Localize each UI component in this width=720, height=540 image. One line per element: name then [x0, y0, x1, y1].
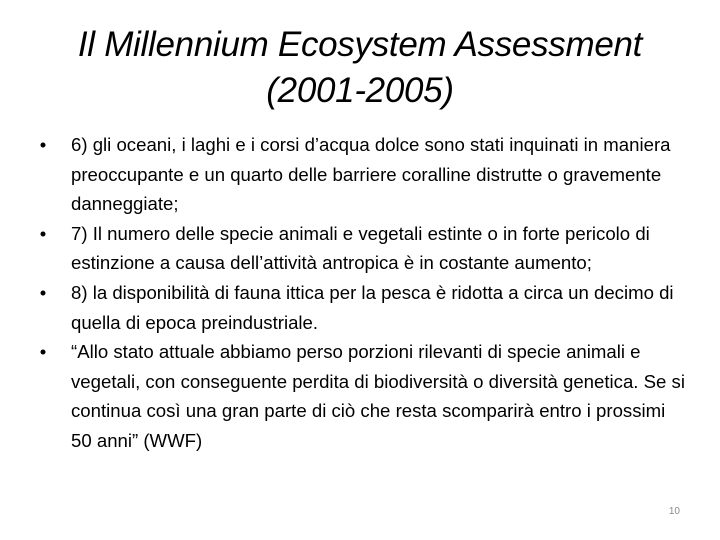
slide-title — [40, 22, 680, 114]
page-number: 10 — [668, 506, 680, 517]
title-line-2: (2001-2005) — [266, 71, 454, 110]
bullet-marker: • — [39, 341, 47, 363]
bullet-item-6 — [36, 130, 690, 219]
bullet-marker: • — [39, 134, 47, 155]
bullet-item-7 — [36, 219, 690, 278]
bullet-list — [36, 130, 690, 456]
title-line-1: Il Millennium Ecosystem Assessment — [77, 25, 643, 64]
bullet-item-wwf-quote — [36, 337, 690, 455]
bullet-marker: • — [39, 222, 47, 244]
bullet-text: 8) la disponibilità di fauna ittica per la pesca è ridotta a circa un decimo di quella di epoca preindustriale. — [71, 281, 674, 333]
bullet-text: “Allo stato attuale abbiamo perso porzioni rilevanti di specie animali e vegetali, con conseguente perdita di biodiversità o diversità genetica. Se si continua così una gran parte di ciò che resta scomparirà entro i prossimi 50 anni” (WWF) — [71, 341, 685, 451]
bullet-marker: • — [39, 281, 47, 303]
bullet-item-8 — [36, 278, 690, 337]
bullet-text: 7) Il numero delle specie animali e vegetali estinte o in forte pericolo di estinzione a causa dell’attività antropica è in costante aumento; — [71, 222, 650, 274]
bullet-text: 6) gli oceani, i laghi e i corsi d’acqua dolce sono stati inquinati in maniera preoccupante e un quarto delle barriere coralline distrutte o gravemente danneggiate; — [71, 134, 671, 215]
